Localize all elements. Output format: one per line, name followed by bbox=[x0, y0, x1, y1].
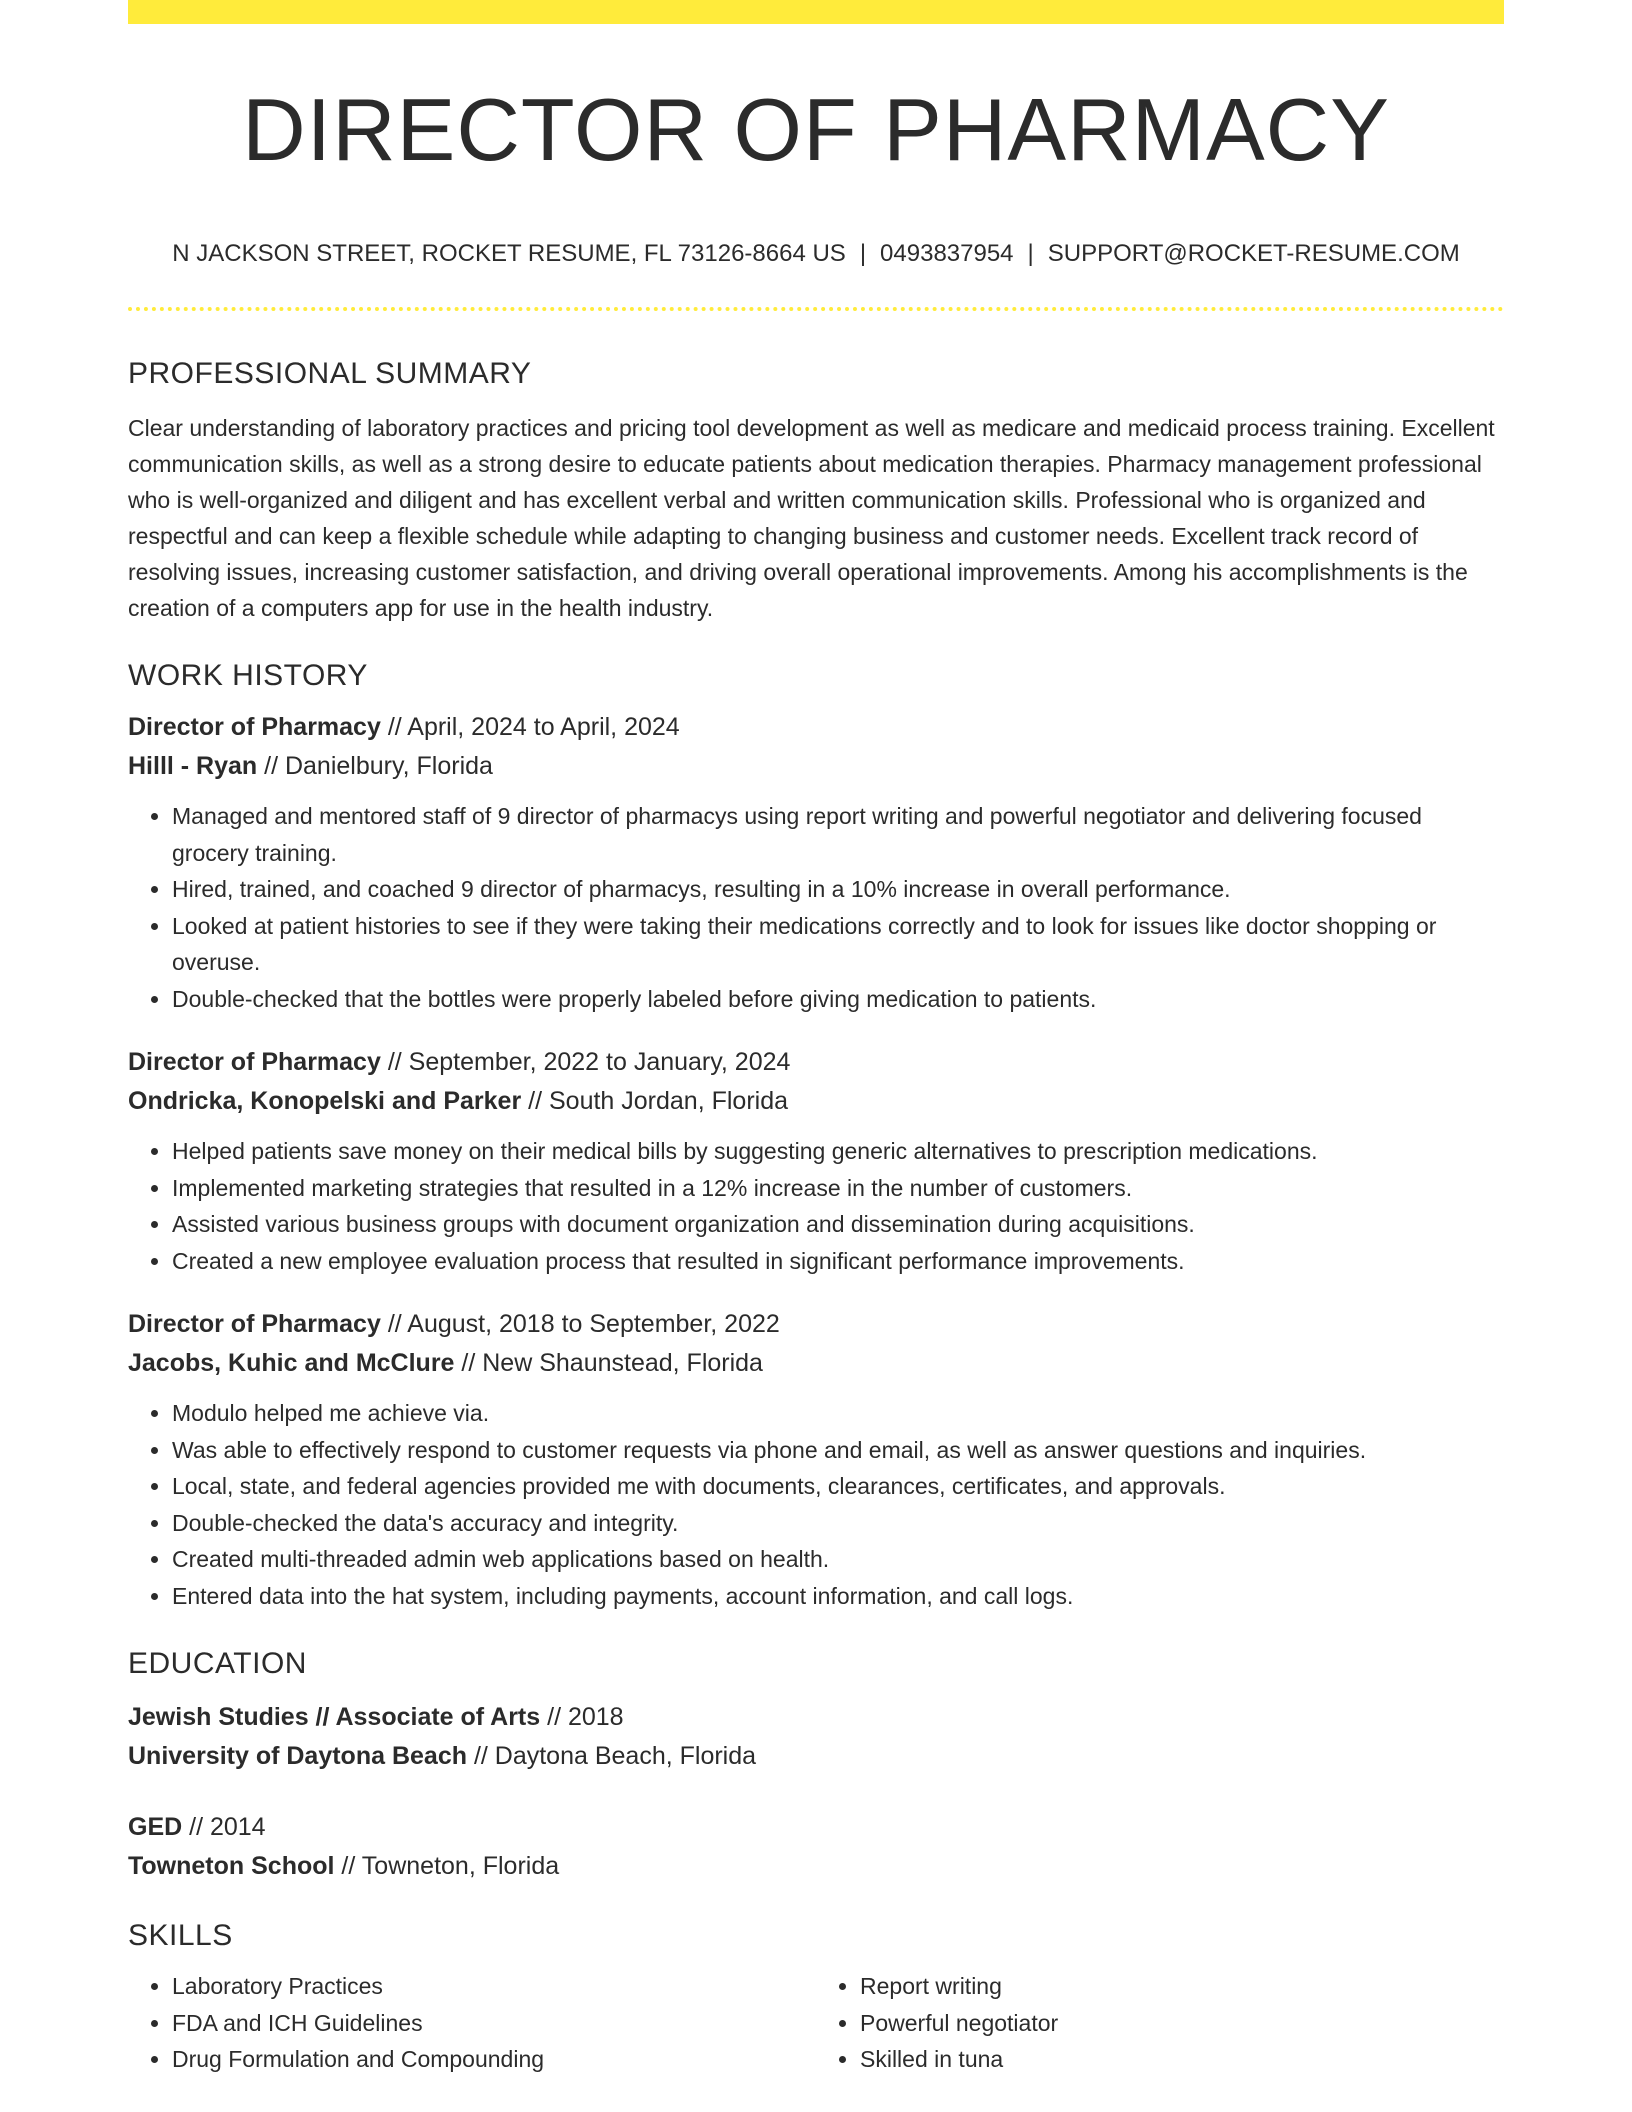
skills-section bbox=[128, 1914, 1504, 2078]
summary-heading: PROFESSIONAL SUMMARY bbox=[128, 357, 532, 390]
education-heading: EDUCATION bbox=[128, 1647, 307, 1680]
contact-line bbox=[128, 236, 1504, 272]
skill-item: • Report writing bbox=[860, 1968, 1504, 2005]
contact-separator: | bbox=[859, 240, 867, 267]
skills-list-left bbox=[128, 1968, 816, 2078]
skills-heading: SKILLS bbox=[128, 1919, 233, 1952]
list-item: • Was able to effectively respond to customer requests via phone and email, as well as answer questions and inquiries. bbox=[172, 1432, 1504, 1469]
school-location: // Daytona Beach, Florida bbox=[467, 1742, 757, 1770]
job-entry bbox=[128, 1043, 1504, 1279]
school: Towneton School bbox=[128, 1852, 335, 1880]
list-item: • Double-checked the data's accuracy and integrity. bbox=[172, 1505, 1504, 1542]
job-bullets bbox=[128, 1133, 1504, 1279]
skills-columns bbox=[128, 1968, 1504, 2078]
job-bullets bbox=[128, 798, 1504, 1017]
job-title: Director of Pharmacy bbox=[128, 1048, 381, 1076]
school-row bbox=[128, 1847, 1504, 1886]
degree-year: // 2014 bbox=[182, 1813, 266, 1841]
job-entry bbox=[128, 1305, 1504, 1614]
list-item: • Created multi-threaded admin web applications based on health. bbox=[172, 1541, 1504, 1578]
job-dates: // April, 2024 to April, 2024 bbox=[380, 713, 680, 741]
list-item: • Helped patients save money on their medical bills by suggesting generic alternatives to prescription medications. bbox=[172, 1133, 1504, 1170]
job-location: // New Shaunstead, Florida bbox=[454, 1349, 763, 1377]
dotted-divider bbox=[128, 307, 1504, 311]
job-title-row bbox=[128, 708, 1504, 747]
job-title-row bbox=[128, 1043, 1504, 1082]
list-item: • Managed and mentored staff of 9 director of pharmacys using report writing and powerful negotiator and delivering focused grocery training. bbox=[172, 798, 1504, 871]
contact-email: SUPPORT@ROCKET-RESUME.COM bbox=[1047, 240, 1460, 267]
contact-address: N JACKSON STREET, ROCKET RESUME, FL 73126-8664 US bbox=[172, 240, 846, 267]
degree-year: // 2018 bbox=[540, 1703, 624, 1731]
contact-phone: 0493837954 bbox=[880, 240, 1014, 267]
job-company: Hilll - Ryan bbox=[128, 752, 258, 780]
work-history-section bbox=[128, 654, 1504, 1614]
job-title: Director of Pharmacy bbox=[128, 1310, 381, 1338]
job-entry bbox=[128, 708, 1504, 1017]
page-title: DIRECTOR OF PHARMACY bbox=[242, 80, 1390, 179]
list-item: • Local, state, and federal agencies provided me with documents, clearances, certificates, and approvals. bbox=[172, 1468, 1504, 1505]
job-title-row bbox=[128, 1305, 1504, 1344]
skill-item: • Laboratory Practices bbox=[172, 1968, 816, 2005]
school-row bbox=[128, 1737, 1504, 1776]
degree-row bbox=[128, 1808, 1504, 1847]
list-item: • Entered data into the hat system, including payments, account information, and call logs. bbox=[172, 1578, 1504, 1615]
skill-item: • Powerful negotiator bbox=[860, 2005, 1504, 2042]
school-location: // Towneton, Florida bbox=[334, 1852, 560, 1880]
work-history-heading: WORK HISTORY bbox=[128, 659, 368, 692]
summary-text: Clear understanding of laboratory practices and pricing tool development as well as medicare and medicaid process training. Excellent communication skills, as well as a strong desire to educate patients about medication therapies. Pharmacy management professional who is well-organized and diligent and has excellent verbal and written communication skills. Professional who is organized and respectful and can keep a flexible schedule while adapting to changing business and customer needs. Excellent track record of resolving issues, increasing customer satisfaction, and driving overall operational improvements. Among his accomplishments is the creation of a computers app for use in the health industry. bbox=[128, 415, 1495, 621]
job-title: Director of Pharmacy bbox=[128, 713, 381, 741]
degree-row bbox=[128, 1698, 1504, 1737]
job-location: // South Jordan, Florida bbox=[521, 1087, 789, 1115]
list-item: • Implemented marketing strategies that resulted in a 12% increase in the number of customers. bbox=[172, 1170, 1504, 1207]
summary-section bbox=[128, 352, 1504, 626]
list-item: • Modulo helped me achieve via. bbox=[172, 1395, 1504, 1432]
job-company-row bbox=[128, 1082, 1504, 1121]
resume-content bbox=[128, 352, 1504, 2078]
list-item: • Created a new employee evaluation process that resulted in significant performance improvements. bbox=[172, 1243, 1504, 1280]
school: University of Daytona Beach bbox=[128, 1742, 467, 1770]
education-section bbox=[128, 1642, 1504, 1886]
job-company: Ondricka, Konopelski and Parker bbox=[128, 1087, 522, 1115]
skill-item: • Drug Formulation and Compounding bbox=[172, 2041, 816, 2078]
accent-bar bbox=[128, 0, 1504, 24]
job-company-row bbox=[128, 1344, 1504, 1383]
list-item: • Assisted various business groups with document organization and dissemination during acquisitions. bbox=[172, 1206, 1504, 1243]
job-bullets bbox=[128, 1395, 1504, 1614]
job-dates: // September, 2022 to January, 2024 bbox=[380, 1048, 791, 1076]
degree: Jewish Studies // Associate of Arts bbox=[128, 1703, 541, 1731]
list-item: • Double-checked that the bottles were properly labeled before giving medication to patients. bbox=[172, 981, 1504, 1018]
degree: GED bbox=[128, 1813, 183, 1841]
skill-item: • FDA and ICH Guidelines bbox=[172, 2005, 816, 2042]
skill-item: • Skilled in tuna bbox=[860, 2041, 1504, 2078]
list-item: • Hired, trained, and coached 9 director of pharmacys, resulting in a 10% increase in overall performance. bbox=[172, 871, 1504, 908]
skills-list-right bbox=[816, 1968, 1504, 2078]
job-company: Jacobs, Kuhic and McClure bbox=[128, 1349, 455, 1377]
job-dates: // August, 2018 to September, 2022 bbox=[380, 1310, 780, 1338]
contact-separator: | bbox=[1027, 240, 1034, 267]
education-entry bbox=[128, 1808, 1504, 1886]
job-location: // Danielbury, Florida bbox=[257, 752, 493, 780]
job-company-row bbox=[128, 747, 1504, 786]
list-item: • Looked at patient histories to see if they were taking their medications correctly and to look for issues like doctor shopping or overuse. bbox=[172, 908, 1504, 981]
education-entry bbox=[128, 1698, 1504, 1776]
